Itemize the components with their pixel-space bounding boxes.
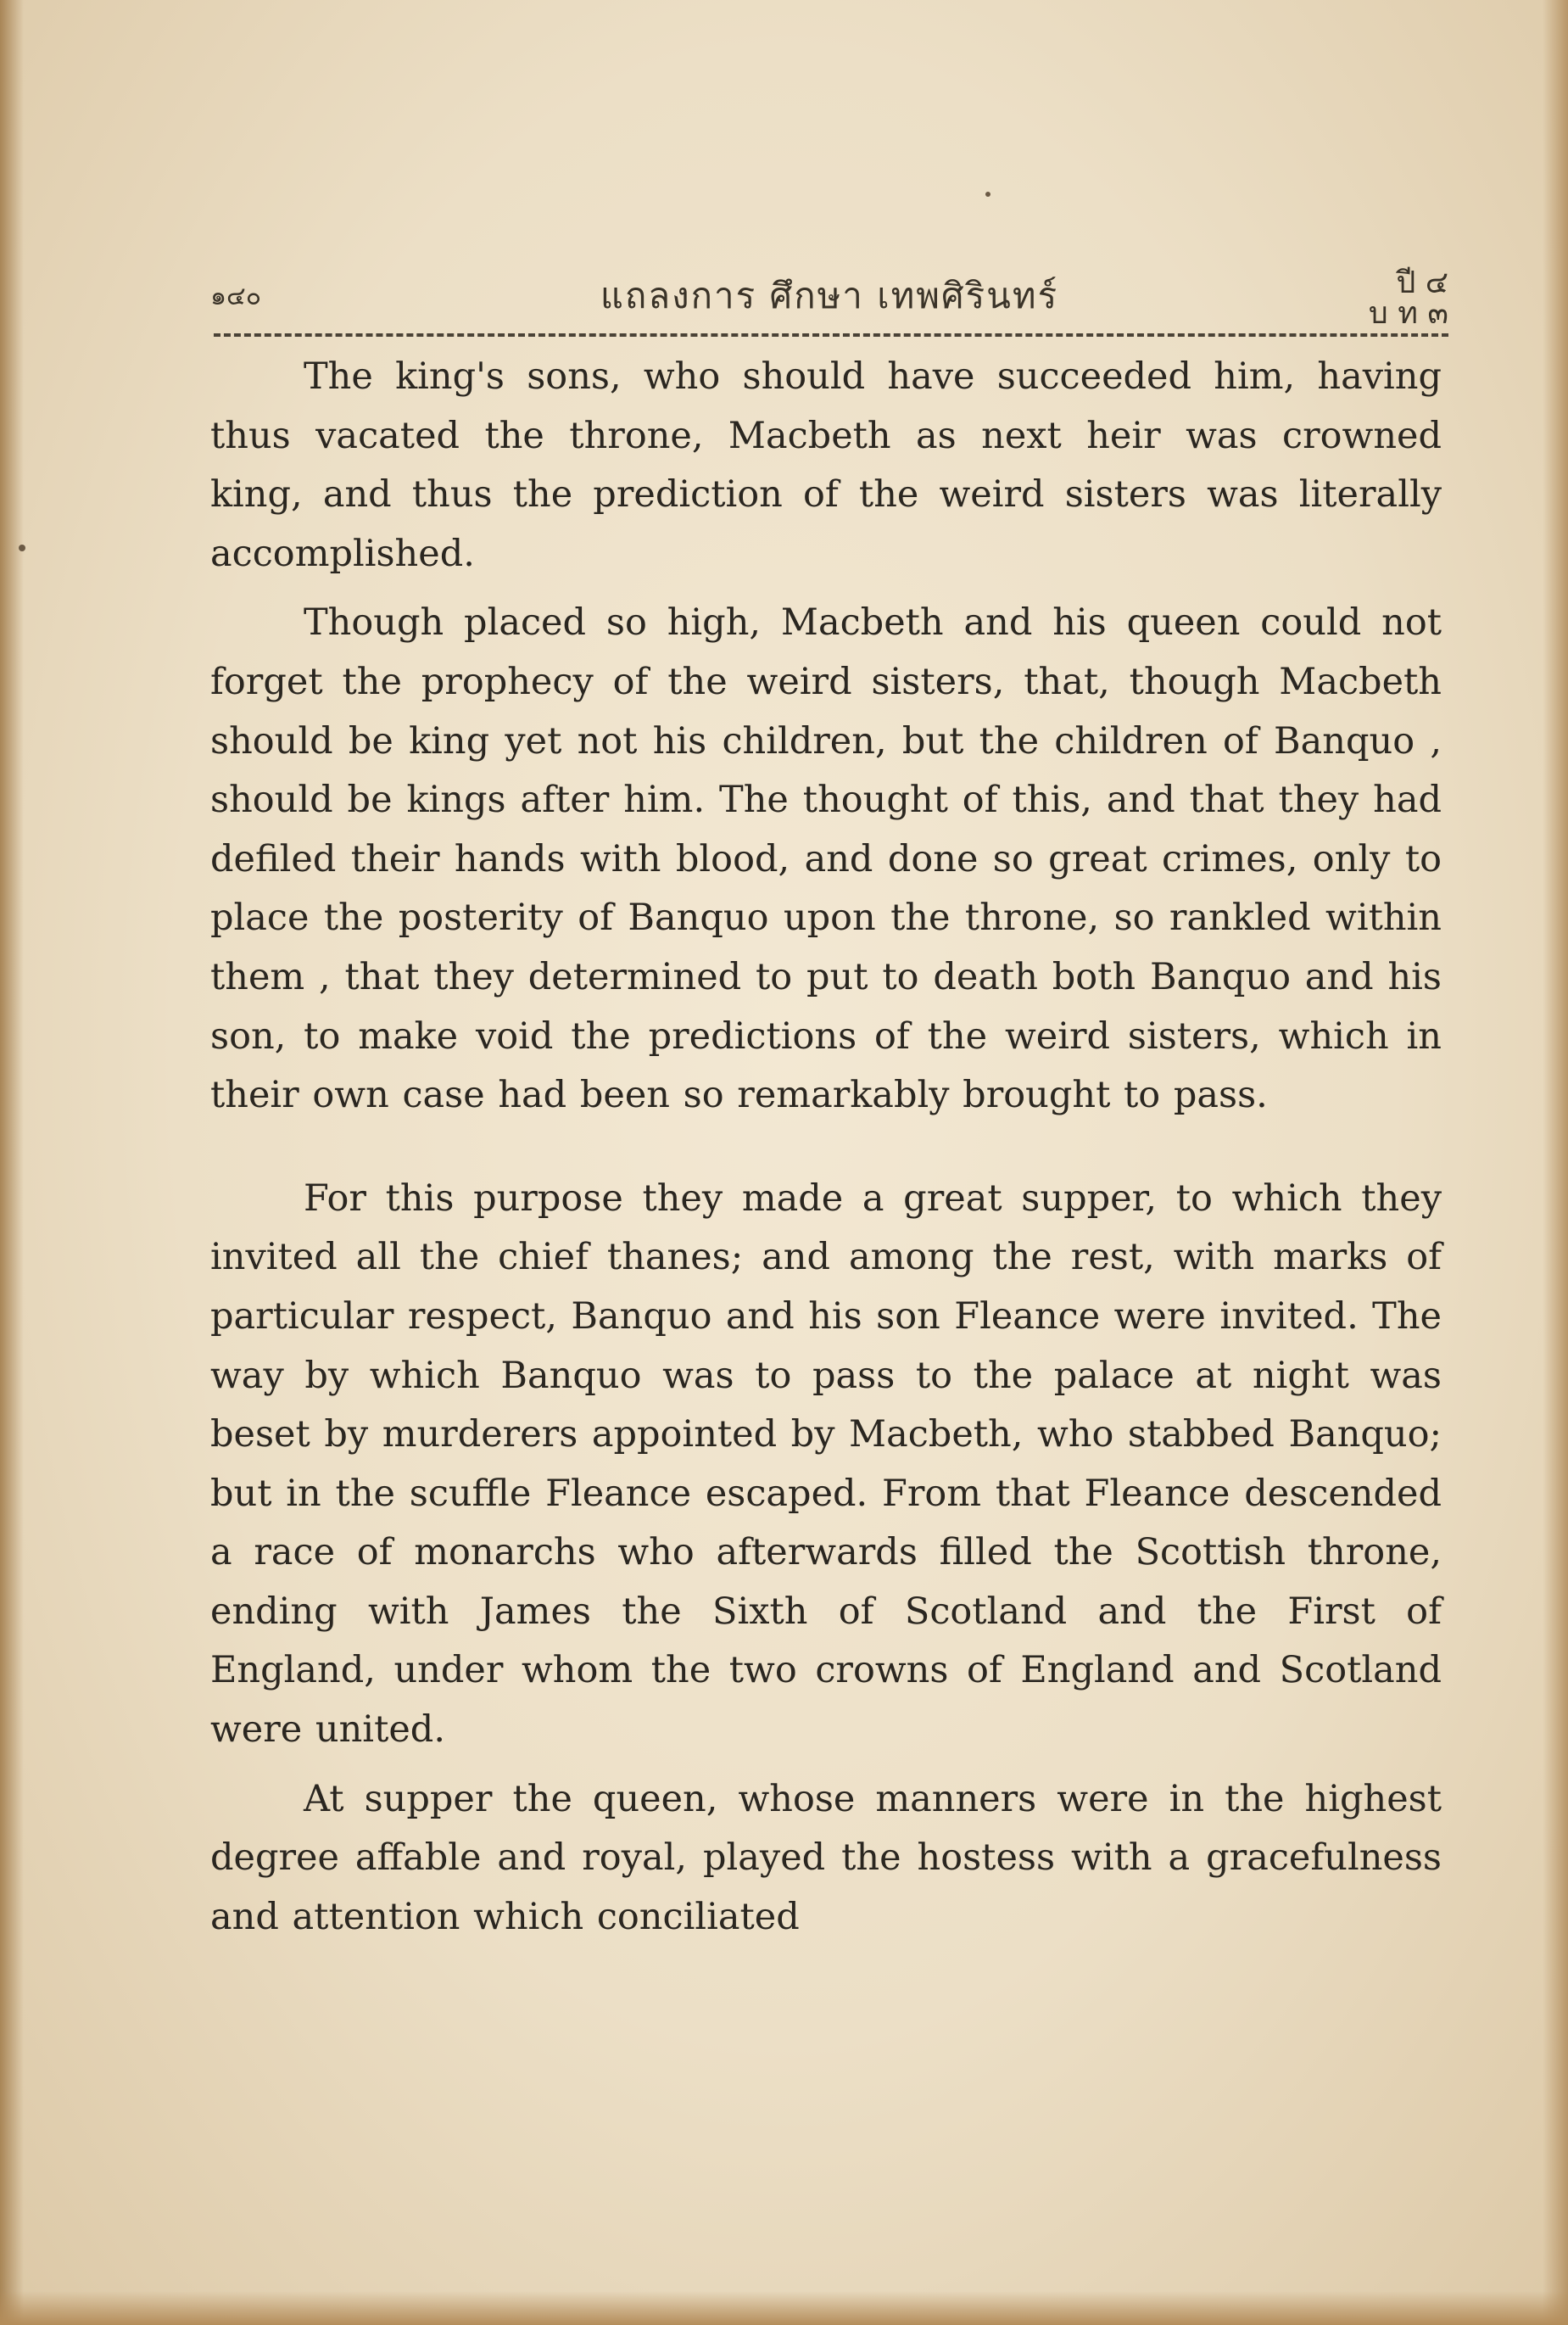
volume-line-1: ปี ๔ [1396,265,1448,300]
paragraph: The king's sons, who should have succeeded him, having thus vacated the throne, Macbeth as next heir was crowned king, and thus the prediction of the weird sisters was literally accomplished. [210,355,1442,575]
volume-line-2: บ ท ๓ [1368,296,1448,331]
paragraph: At supper the queen, whose manners were in the highest degree affable and royal, played the hostess with a gracefulness and attention which conciliated [210,1777,1442,1938]
page-header [210,261,1448,331]
paper-speck [985,192,990,197]
paragraph: Though placed so high, Macbeth and his queen could not forget the prophecy of the weird sisters, that, though Macbeth should be king yet not his children, but the children of Banquo , should be kings after him. The thought of this, and that they had defiled their hands with blood, and done so great crimes, only to place the posterity of Banquo upon the throne, so rankled within them , that they determined to put to death both Banquo and his son, to make void the predictions of the weird sisters, which in their own case had been so remarkably brought to pass. [210,601,1442,1117]
volume-label [1368,265,1448,331]
header-rule [214,333,1448,337]
running-title: แถลงการ ศึกษา เทพศิรินทร์ [600,275,1059,316]
page-edge-right [1543,0,1568,2325]
page-edge-bottom [0,2291,1568,2325]
page-edge-left [0,0,24,2325]
body-text [210,348,1442,1947]
paper-speck [19,545,25,551]
paragraph: For this purpose they made a great supper, to which they invited all the chief thanes; and among the rest, with marks of particular respect, Banquo and his son Fleance were invited. The way by which Banquo was to pass to the palace at night was beset by murderers appointed by Macbeth, who stabbed Banquo; but in the scuffle Fleance escaped. From that Fleance descended a race of monarchs who afterwards filled the Scottish throne, ending with James the Sixth of Scotland and the First of England, under whom the two crowns of England and Scotland were united. [210,1176,1442,1752]
page-number: ๑๔๐ [210,282,262,311]
